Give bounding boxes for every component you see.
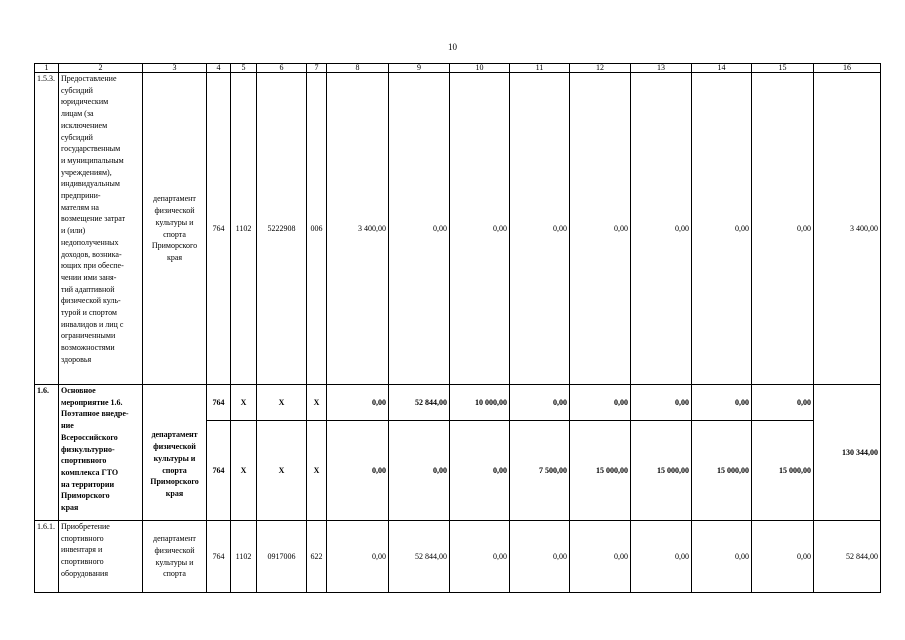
exec-line: департамент [153,534,196,544]
section-code: X [231,385,257,421]
expense-code: X [307,385,327,421]
desc-line: и (или) [61,226,86,236]
row-number: 1.6.1. [35,521,59,593]
desc-line: ограниченными [61,331,116,341]
desc-line: юридическим [61,97,109,107]
amount-cell: 0,00 [752,385,814,421]
desc-line: Поэтапное внедре- [61,409,129,419]
amount-cell: 15 000,00 [631,421,692,521]
amount-cell: 0,00 [327,385,389,421]
amount-cell: 15 000,00 [570,421,631,521]
desc-line: ние [61,421,74,431]
amount-cell: 0,00 [692,385,752,421]
target-code: X [257,421,307,521]
expense-code: 006 [307,73,327,385]
amount-cell: 0,00 [752,521,814,593]
exec-line: физической [154,206,195,216]
header-cell: 8 [327,64,389,73]
amount-cell: 15 000,00 [752,421,814,521]
amount-cell: 0,00 [450,421,510,521]
amount-cell: 0,00 [389,421,450,521]
desc-line: спортивного [61,557,104,567]
amount-cell: 0,00 [692,521,752,593]
target-code: 5222908 [257,73,307,385]
exec-line: Приморского [150,477,199,487]
page-number: 10 [448,42,457,52]
amount-cell: 0,00 [752,73,814,385]
exec-line: края [166,252,183,262]
amount-cell: 0,00 [450,521,510,593]
desc-line: здоровья [61,354,92,364]
desc-line: тий адаптивной [61,284,115,294]
amount-cell: 0,00 [570,73,631,385]
desc-line: спортивного [61,456,107,466]
amount-cell: 0,00 [631,521,692,593]
desc-line: учреждениям), [61,167,112,177]
exec-line: спорта [162,465,187,475]
desc-line: ющих при обеспе- [61,261,124,271]
header-cell: 2 [59,64,143,73]
amount-cell: 52 844,00 [389,521,450,593]
desc-line: физкультурно- [61,444,115,454]
exec-line: спорта [163,569,186,579]
table-row [35,385,881,421]
desc-line: турой и спортом [61,308,117,318]
desc-line: индивидуальным [61,179,120,189]
desc-line: возмещение затрат [61,214,126,224]
desc-line: недополученных [61,237,119,247]
exec-line: культуры и [155,217,194,227]
exec-line: физической [154,545,195,555]
target-code: X [257,385,307,421]
header-cell: 16 [814,64,881,73]
amount-cell: 0,00 [389,73,450,385]
table-row [35,521,881,593]
amount-cell: 0,00 [692,73,752,385]
desc-line: на территории [61,479,115,489]
header-row [35,64,881,73]
desc-line: края [61,503,79,513]
description-cell [59,521,143,593]
exec-line: департамент [153,194,196,204]
header-cell: 3 [143,64,207,73]
header-cell: 4 [207,64,231,73]
budget-table [34,63,881,593]
row-number: 1.6. [35,385,59,521]
desc-line: и муниципальным [61,155,124,165]
desc-line: Предоставление [61,74,117,83]
desc-line: Приморского [61,491,110,501]
amount-cell: 52 844,00 [389,385,450,421]
desc-line: субсидий [61,132,93,142]
exec-line: Приморского [151,241,198,251]
grbs-code: 764 [207,521,231,593]
header-cell: 1 [35,64,59,73]
desc-line: возможностями [61,343,115,353]
desc-line: исключением [61,120,108,130]
grbs-code: 764 [207,385,231,421]
desc-line: мателям на [61,202,99,212]
desc-line: государственным [61,144,121,154]
grbs-code: 764 [207,421,231,521]
section-code: X [231,421,257,521]
amount-cell: 7 500,00 [510,421,570,521]
header-cell: 6 [257,64,307,73]
amount-cell: 0,00 [631,385,692,421]
amount-cell: 0,00 [570,385,631,421]
exec-line: физической [153,442,196,452]
exec-line: культуры и [155,557,194,567]
header-cell: 15 [752,64,814,73]
desc-line: чении ими заня- [61,272,117,282]
amount-cell: 0,00 [327,421,389,521]
expense-code: X [307,421,327,521]
amount-cell: 15 000,00 [692,421,752,521]
header-cell: 12 [570,64,631,73]
desc-line: инвалидов и лиц с [61,319,124,329]
desc-line: Приобретение [61,522,110,531]
total-cell: 52 844,00 [814,521,881,593]
desc-line: инвентаря и [61,545,103,555]
header-cell: 14 [692,64,752,73]
grbs-code: 764 [207,73,231,385]
amount-cell: 0,00 [510,521,570,593]
total-cell: 3 400,00 [814,73,881,385]
total-cell: 130 344,00 [814,385,881,521]
exec-line: культуры и [153,453,196,463]
amount-cell: 0,00 [570,521,631,593]
desc-line: мероприятие 1.6. [61,397,123,407]
desc-line: Всероссийского [61,432,118,442]
header-cell: 7 [307,64,327,73]
amount-cell: 0,00 [510,385,570,421]
header-cell: 11 [510,64,570,73]
exec-line: спорта [163,229,186,239]
target-code: 0917006 [257,521,307,593]
desc-line: физической куль- [61,296,121,306]
desc-line: доходов, возника- [61,249,122,259]
header-cell: 5 [231,64,257,73]
amount-cell: 0,00 [450,73,510,385]
header-cell: 9 [389,64,450,73]
desc-line: оборудования [61,568,108,578]
desc-line: спортивного [61,533,104,543]
desc-line: субсидий [61,85,93,95]
executor-cell [143,73,207,385]
header-cell: 10 [450,64,510,73]
table-row [35,73,881,385]
executor-cell [143,521,207,593]
amount-cell: 10 000,00 [450,385,510,421]
header-cell: 13 [631,64,692,73]
section-code: 1102 [231,521,257,593]
desc-line: предприни- [61,191,101,201]
description-cell [59,385,143,521]
executor-cell [143,385,207,521]
description-cell [59,73,143,385]
row-number: 1.5.3. [35,73,59,385]
section-code: 1102 [231,73,257,385]
exec-line: края [165,488,184,498]
desc-line: лицам (за [61,109,94,119]
amount-cell: 0,00 [510,73,570,385]
expense-code: 622 [307,521,327,593]
amount-cell: 0,00 [631,73,692,385]
exec-line: департамент [151,430,198,440]
amount-cell: 3 400,00 [327,73,389,385]
amount-cell: 0,00 [327,521,389,593]
desc-line: Основное [61,386,96,395]
desc-line: комплекса ГТО [61,467,119,477]
